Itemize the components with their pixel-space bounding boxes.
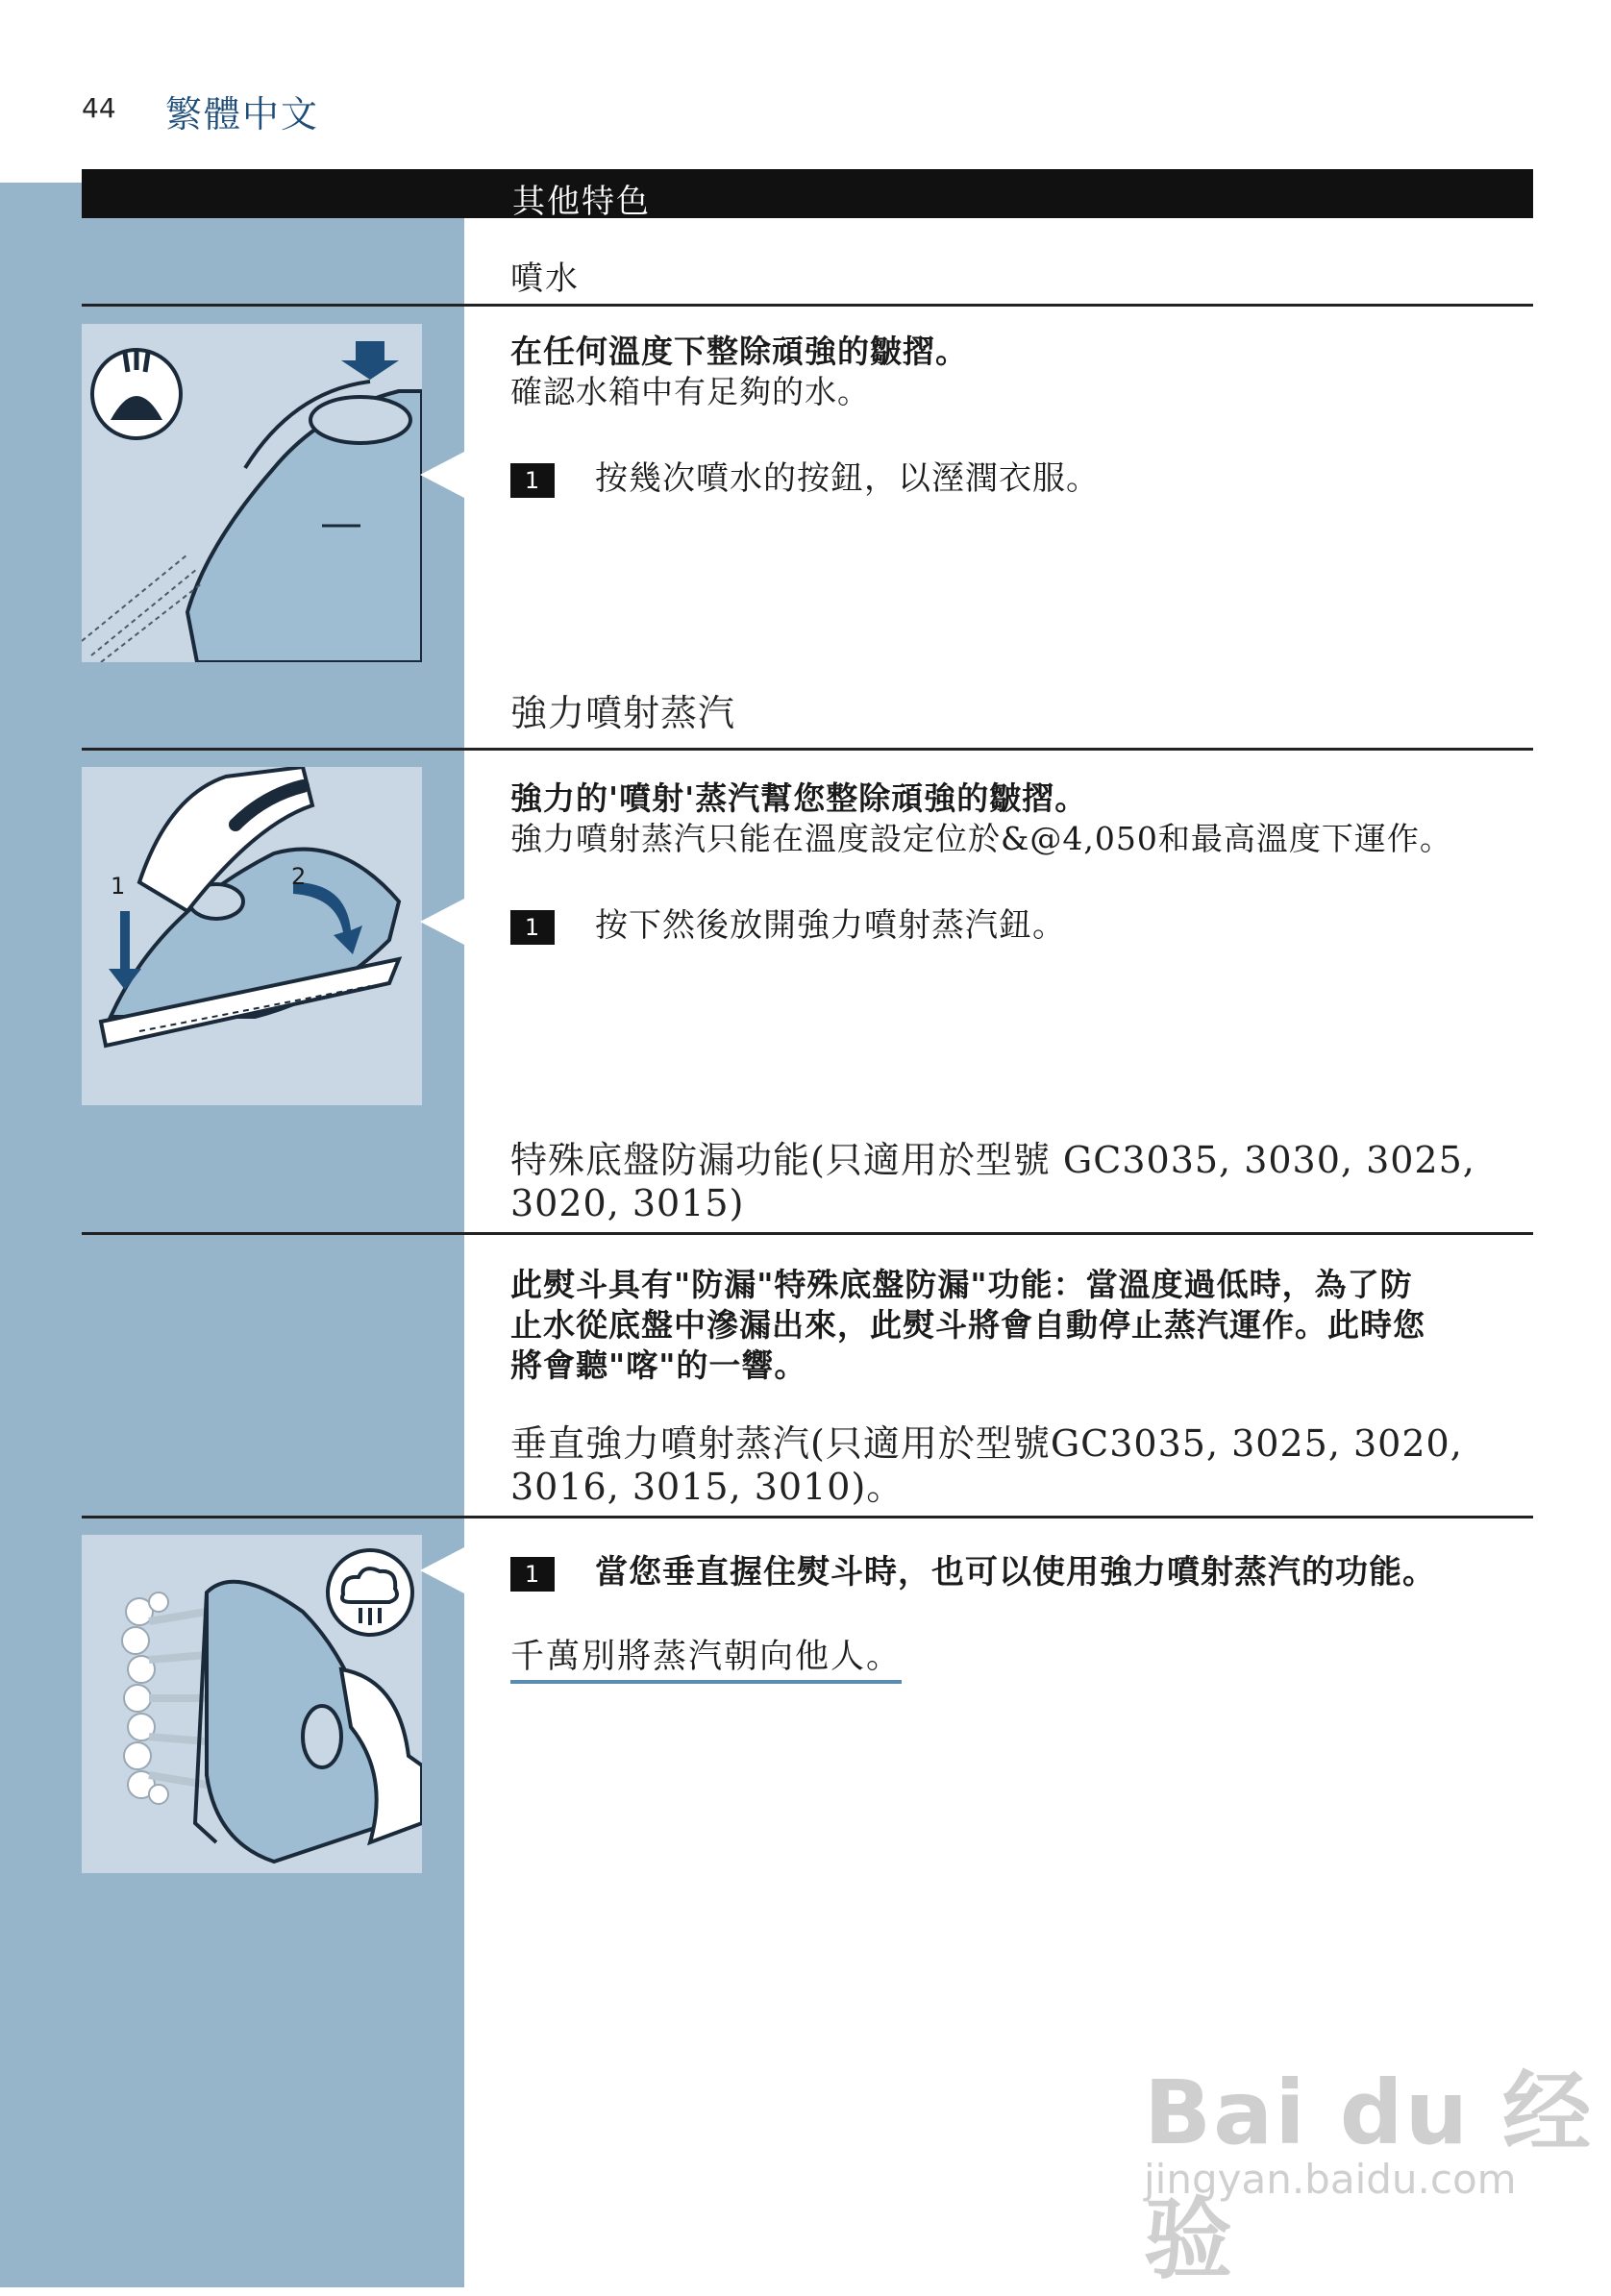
spray-heading: 噴水 <box>510 259 580 298</box>
step-marker: 1 <box>510 1557 555 1592</box>
shot-step <box>510 899 1066 946</box>
drip-heading-line2: 3020, 3015) <box>510 1182 745 1224</box>
watermark-url: jingyan.baidu.com <box>1144 2156 1517 2203</box>
shot-heading: 強力噴射蒸汽 <box>510 692 736 734</box>
step-marker: 1 <box>510 463 555 498</box>
figure-label: 1 <box>111 873 126 900</box>
divider <box>82 1516 1533 1518</box>
figure-label: 2 <box>291 863 307 890</box>
shot-line2: 強力噴射蒸汽只能在溫度設定位於&@4,050和最高溫度下運作。 <box>510 820 1452 857</box>
drip-body <box>510 1265 1539 1386</box>
spray-line2: 確認水箱中有足夠的水。 <box>510 373 870 410</box>
divider <box>82 304 1533 307</box>
shot-line1: 強力的'噴射'蒸汽幫您整除頑強的皺摺。 <box>510 779 1088 817</box>
vertical-illustration <box>82 1535 422 1873</box>
step-marker: 1 <box>510 910 555 945</box>
watermark <box>1144 2042 1611 2296</box>
drip-body-line: 止水從底盤中滲漏出來，此熨斗將會自動停止蒸汽運作。此時您 <box>510 1306 1425 1344</box>
spray-illustration <box>82 324 422 662</box>
drip-body-line: 將會聽"喀"的一響。 <box>510 1346 807 1384</box>
vertical-step <box>510 1545 1436 1592</box>
page-number: 44 <box>82 92 116 124</box>
drip-body-line: 此熨斗具有"防漏"特殊底盤防漏"功能：當溫度過低時，為了防 <box>510 1266 1413 1303</box>
drip-heading-line1: 特殊底盤防漏功能(只適用於型號 GC3035, 3030, 3025, <box>510 1139 1475 1181</box>
spray-pointer <box>420 452 464 498</box>
vertical-step-text: 當您垂直握住熨斗時，也可以使用強力噴射蒸汽的功能。 <box>595 1553 1436 1592</box>
watermark-brand: Bai du 经验 <box>1144 2061 1594 2291</box>
section-title: 其他特色 <box>512 183 651 221</box>
shot-step-text: 按下然後放開強力噴射蒸汽鈕。 <box>595 906 1066 945</box>
vertical-pointer <box>420 1547 464 1593</box>
vertical-heading-line1: 垂直強力噴射蒸汽(只適用於型號GC3035, 3025, 3020, <box>510 1422 1463 1465</box>
spray-line1: 在任何溫度下整除頑強的皺摺。 <box>510 333 968 370</box>
spray-step-text: 按幾次噴水的按鈕，以溼潤衣服。 <box>595 459 1100 498</box>
spray-step <box>510 452 1100 499</box>
shot-illustration <box>82 767 422 1105</box>
divider <box>82 748 1533 751</box>
divider <box>82 1232 1533 1235</box>
language-title: 繁體中文 <box>165 93 320 136</box>
warning-text: 千萬別將蒸汽朝向他人。 <box>510 1630 902 1684</box>
vertical-heading-line2: 3016, 3015, 3010)。 <box>510 1466 905 1508</box>
section-bar <box>82 169 1533 221</box>
shot-pointer <box>420 899 464 945</box>
